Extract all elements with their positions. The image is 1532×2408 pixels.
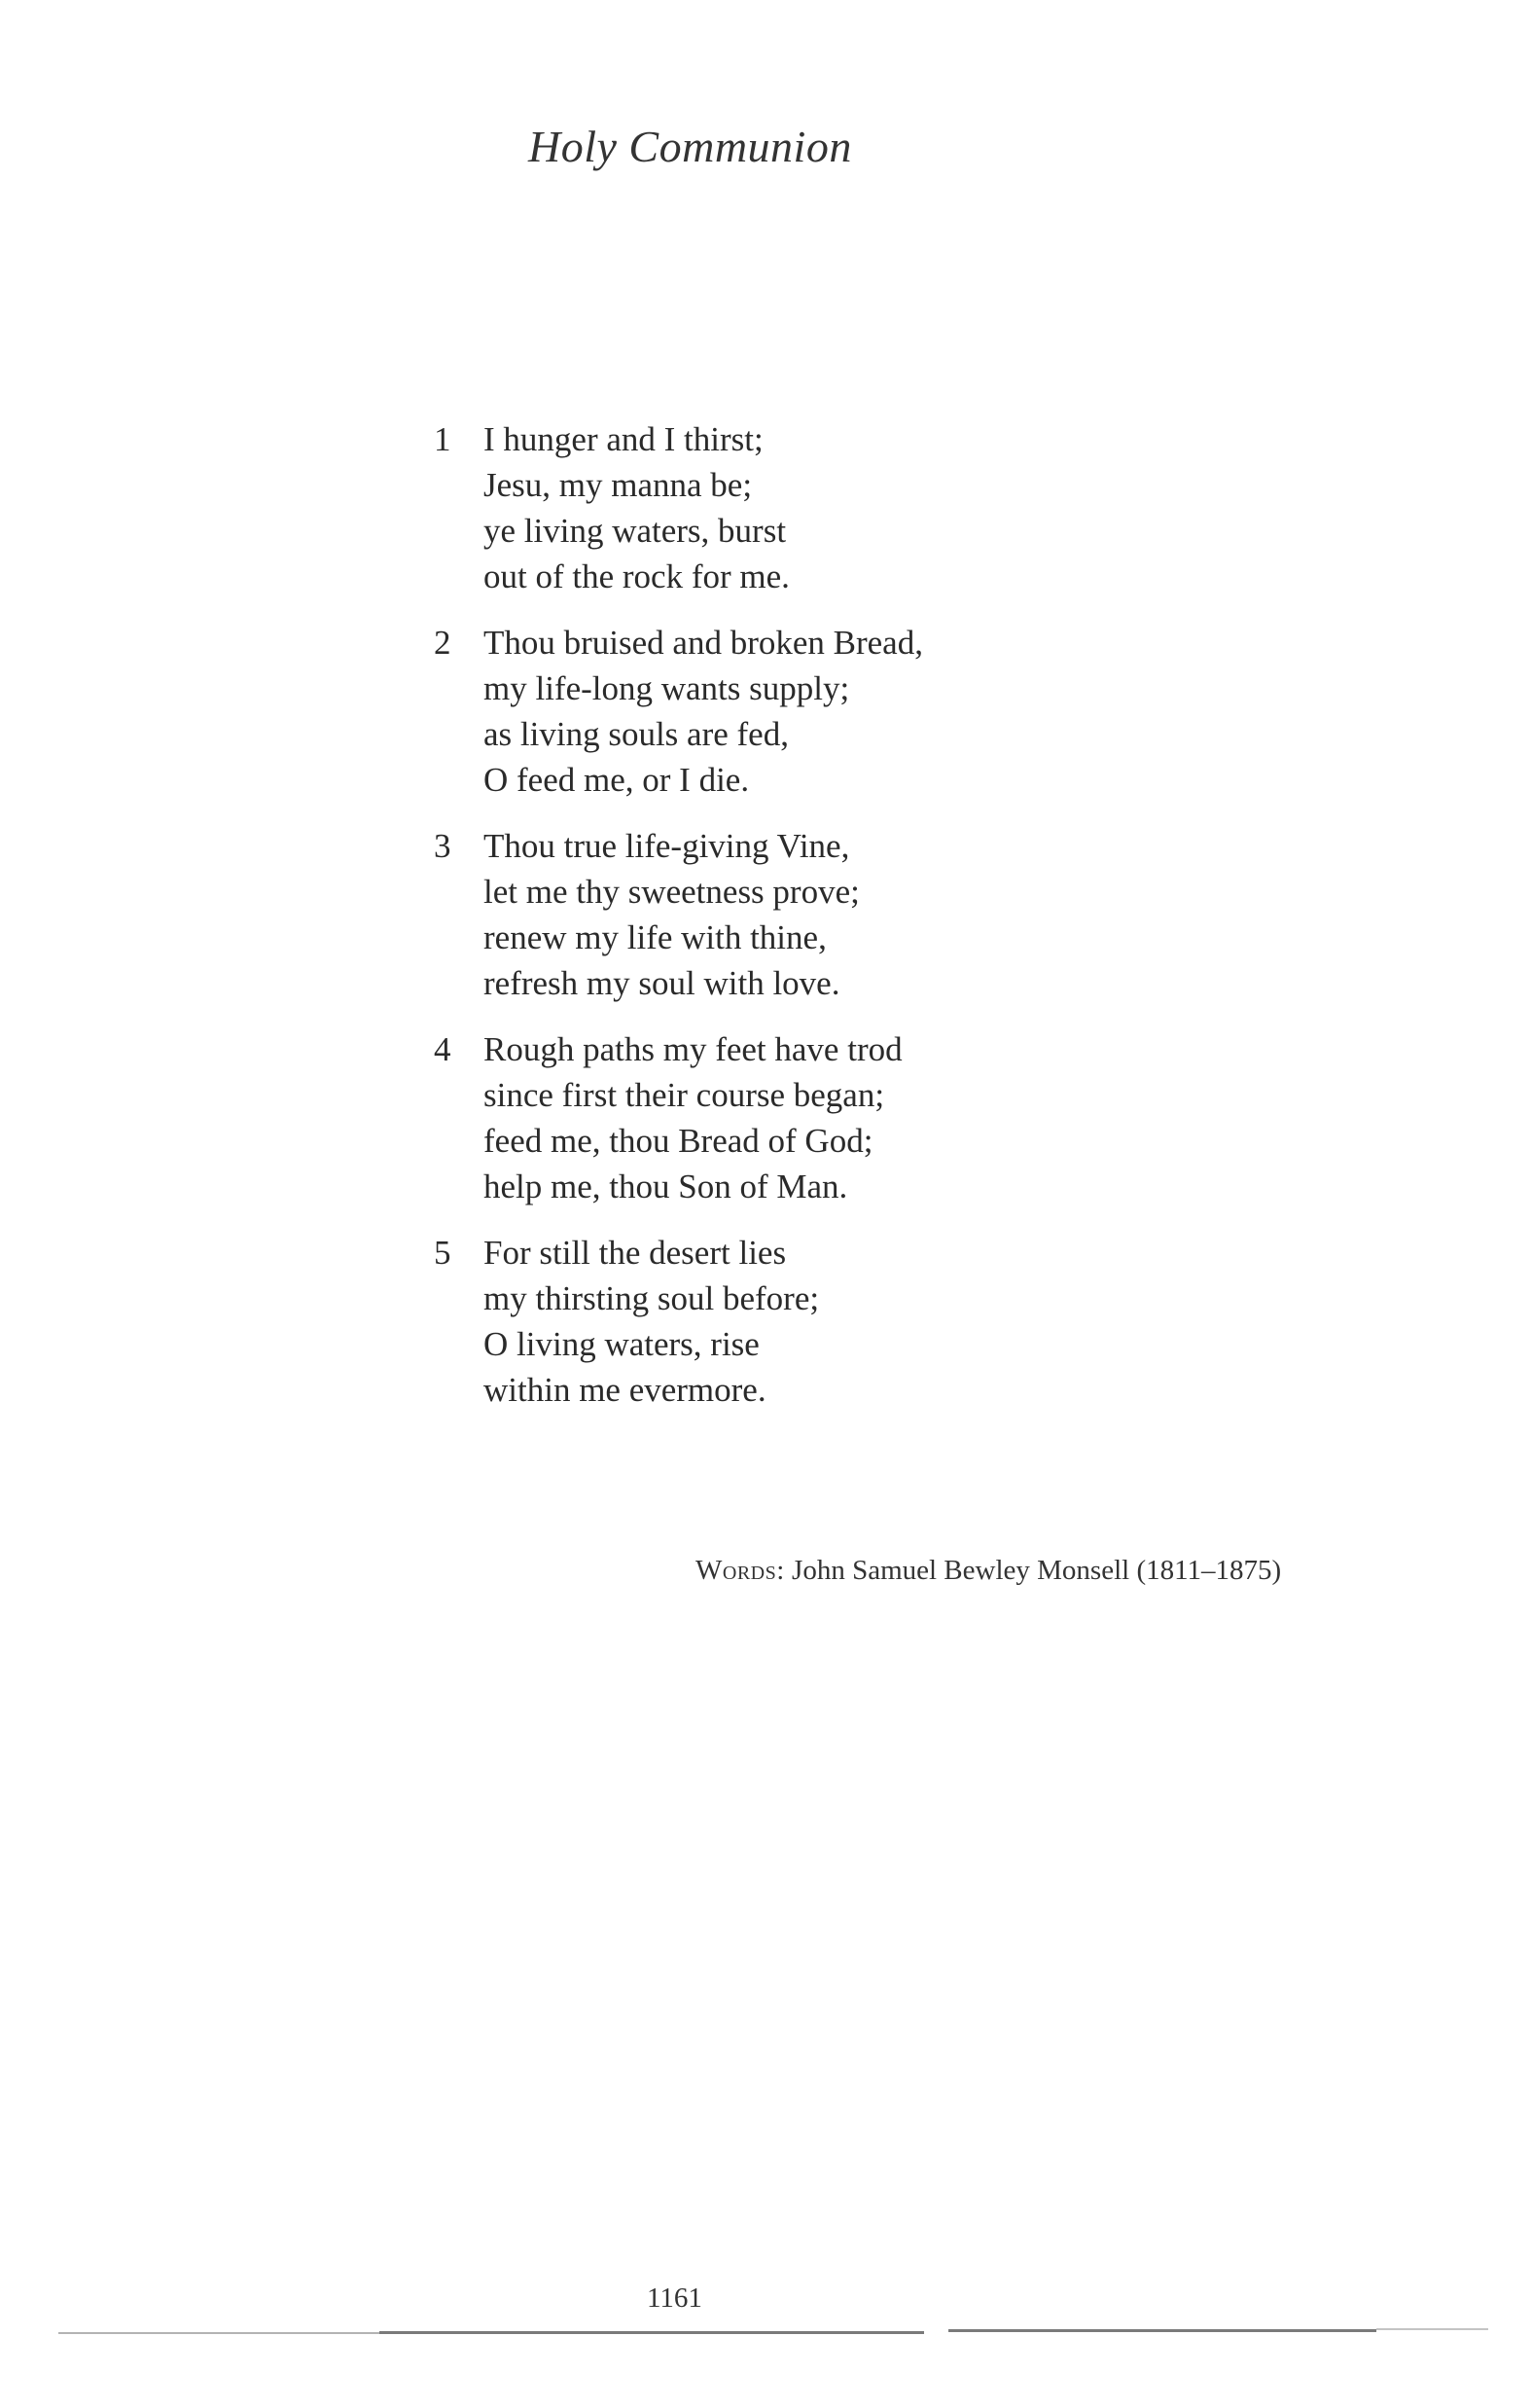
verse <box>428 1026 1109 1209</box>
footer-rule <box>379 2331 924 2334</box>
verse-line: feed me, thou Bread of God; <box>483 1122 873 1160</box>
verse-line: within me evermore. <box>483 1371 766 1409</box>
verse-line: Rough paths my feet have trod <box>483 1030 903 1068</box>
verse-line: Thou bruised and broken Bread, <box>483 624 923 662</box>
footer-rule <box>1376 2328 1488 2330</box>
verse <box>428 823 1109 1006</box>
attribution-author: John Samuel Bewley Monsell (1811–1875) <box>792 1555 1282 1586</box>
verse <box>428 1230 1109 1413</box>
page-number: 1161 <box>647 2282 702 2314</box>
verse-line: I hunger and I thirst; <box>483 420 764 458</box>
verse <box>428 416 1109 599</box>
verse-number: 2 <box>434 624 451 662</box>
verse-line: For still the desert lies <box>483 1234 787 1272</box>
verse-line: Jesu, my manna be; <box>483 466 753 504</box>
verse-line: O feed me, or I die. <box>483 761 750 799</box>
verse-line: let me thy sweetness prove; <box>483 873 860 911</box>
verse-number: 3 <box>434 827 451 865</box>
verse-line: refresh my soul with love. <box>483 964 840 1002</box>
verse-line: O living waters, rise <box>483 1325 760 1363</box>
hymn-text <box>428 416 1109 1433</box>
verse-number: 1 <box>434 420 451 458</box>
verse-number: 5 <box>434 1234 451 1272</box>
footer-rule <box>58 2332 379 2334</box>
page-heading: Holy Communion <box>528 122 852 171</box>
verse-number: 4 <box>434 1030 451 1068</box>
verse-line: ye living waters, burst <box>483 512 787 550</box>
verse-line: my life-long wants supply; <box>483 669 850 707</box>
words-attribution <box>695 1557 1281 1585</box>
verse-line: my thirsting soul before; <box>483 1279 820 1317</box>
footer-rule <box>948 2329 1376 2332</box>
attribution-label: Words: <box>695 1555 785 1586</box>
verse-line: Thou true life-giving Vine, <box>483 827 850 865</box>
verse-line: out of the rock for me. <box>483 557 790 595</box>
verse-line: since first their course began; <box>483 1076 885 1114</box>
verse-line: renew my life with thine, <box>483 918 827 956</box>
verse <box>428 620 1109 803</box>
verse-line: as living souls are fed, <box>483 715 789 753</box>
verse-line: help me, thou Son of Man. <box>483 1168 848 1205</box>
